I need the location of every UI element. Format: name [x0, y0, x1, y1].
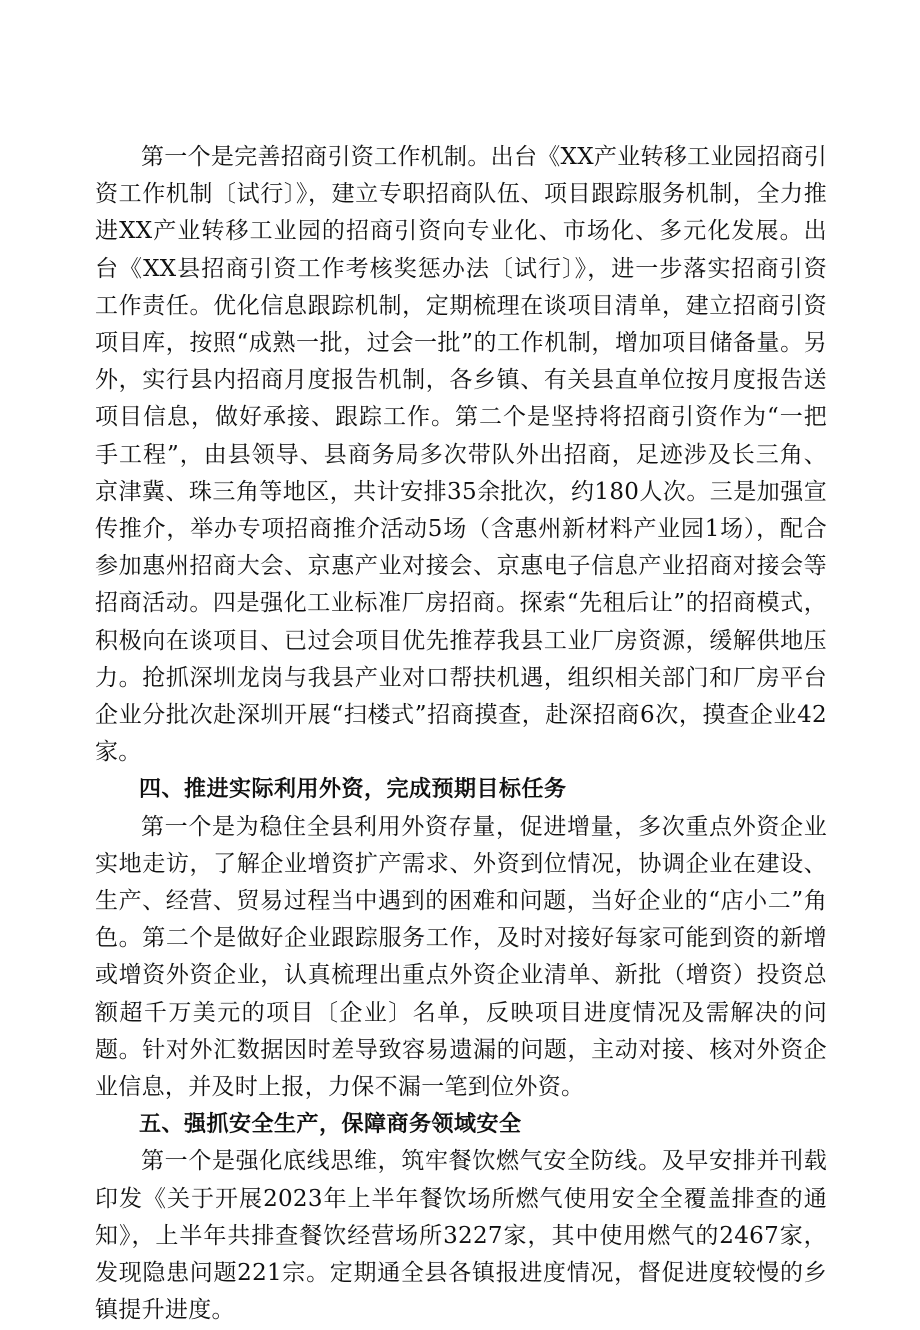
paragraph-safety: 第一个是强化底线思维，筑牢餐饮燃气安全防线。及早安排并刊载印发《关于开展2023年上半年餐饮场所燃气使用安全全覆盖排查的通知》，上半年共排查餐饮经营场所3227家，其中使用燃气的2467家，发现隐患问题221宗。定期通全县各镇报进度情况，督促进度较慢的乡镇提升进度。 — [95, 1148, 827, 1324]
paragraph-investment-mechanism: 第一个是完善招商引资工作机制。出台《XX产业转移工业园招商引资工作机制〔试行〕》，建立专职招商队伍、项目跟踪服务机制，全力推进XX产业转移工业园的招商引资向专业化、市场化、多元化发展。出台《XX县招商引资工作考核奖惩办法〔试行〕》，进一步落实招商引资工作责任。优化信息跟踪机制，定期梳理在谈项目清单，建立招商引资项目库，按照“成熟一批，过会一批”的工作机制，增加项目储备量。另外，实行县内招商月度报告机制，各乡镇、有关县直单位按月度报告送项目信息，做好承接、跟踪工作。第二个是坚持将招商引资作为“一把手工程”，由县领导、县商务局多次带队外出招商，足迹涉及长三角、京津冀、珠三角等地区，共计安排35余批次，约180人次。三是加强宣传推介，举办专项招商推介活动5场（含惠州新材料产业园1场），配合参加惠州招商大会、京惠产业对接会、京惠电子信息产业招商对接会等招商活动。四是强化工业标准厂房招商。探索“先租后让”的招商模式，积极向在谈项目、已过会项目优先推荐我县工业厂房资源，缓解供地压力。抢抓深圳龙岗与我县产业对口帮扶机遇，组织相关部门和厂房平台企业分批次赴深圳开展“扫楼式”招商摸查，赴深招商6次，摸查企业42家。 — [95, 144, 827, 766]
paragraph-foreign-investment: 第一个是为稳住全县利用外资存量，促进增量，多次重点外资企业实地走访，了解企业增资扩产需求、外资到位情况，协调企业在建设、生产、经营、贸易过程当中遇到的困难和问题，当好企业的“店小二”角色。第二个是做好企业跟踪服务工作，及时对接好每家可能到资的新增或增资外资企业，认真梳理出重点外资企业清单、新批（增资）投资总额超千万美元的项目〔企业〕名单，反映项目进度情况及需解决的问题。针对外汇数据因时差导致容易遗漏的问题，主动对接、核对外资企业信息，并及时上报，力保不漏一笔到位外资。 — [95, 813, 827, 1101]
document-body — [95, 139, 827, 1330]
section-heading-foreign-investment: 四、推进实际利用外资，完成预期目标任务 — [139, 777, 567, 803]
section-heading-safety: 五、强抓安全生产，保障商务领域安全 — [139, 1112, 522, 1138]
